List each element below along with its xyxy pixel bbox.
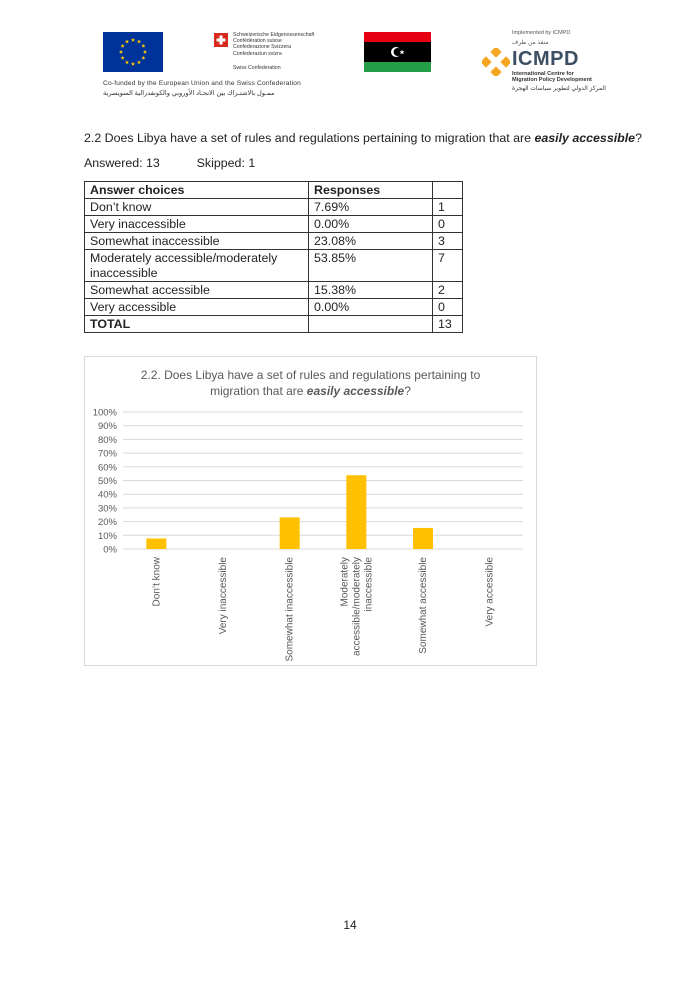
- x-tick-label: Moderatelyaccessible/moderatelyinaccessible: [339, 557, 375, 656]
- bar-chart: [84, 356, 537, 666]
- y-tick-label: 30%: [97, 503, 117, 515]
- x-tick-label: Very accessible: [484, 557, 496, 627]
- answered-count: Answered: 13: [84, 156, 160, 170]
- y-tick-label: 20%: [97, 517, 117, 529]
- cofunded-line: Co-funded by the European Union and the Swiss Confederation: [103, 80, 302, 87]
- x-tick-label: Somewhat inaccessible: [284, 557, 296, 662]
- bar: [146, 538, 166, 549]
- table-row: Moderately accessible/moderately inaccessible 53.85% 7: [85, 250, 463, 282]
- table-row: Don’t know 7.69% 1: [85, 199, 463, 216]
- y-tick-label: 50%: [97, 476, 117, 487]
- header-answer-choices: Answer choices: [85, 182, 309, 199]
- x-tick-label: Somewhat accessible: [418, 557, 429, 654]
- question-heading: 2.2 Does Libya have a set of rules and regulations pertaining to migration that are easily accessible?: [84, 131, 642, 145]
- icmpd-arabic-fullname: المركز الدولي لتطوير سياسات الهجرة: [512, 86, 606, 92]
- swiss-confederation-label: Swiss Confederation: [233, 65, 281, 71]
- swiss-lines: Schweizerische Eidgenossenschaft Confédération suisse Confederazione Svizzera Confederaziun svizra: [233, 32, 315, 57]
- table-row: Somewhat accessible 15.38% 2: [85, 282, 463, 299]
- y-tick-label: 60%: [97, 462, 117, 474]
- x-tick-label: Don’t know: [151, 557, 163, 607]
- y-tick-label: 40%: [97, 489, 117, 501]
- y-tick-label: 0%: [103, 544, 117, 556]
- libya-flag-logo: [364, 32, 431, 72]
- x-tick-label: Very inaccessible: [218, 557, 229, 635]
- table-row: Somewhat inaccessible 23.08% 3: [85, 233, 463, 250]
- total-label: TOTAL: [85, 316, 309, 333]
- response-summary: [84, 156, 255, 170]
- bar: [413, 528, 433, 549]
- table-total-row: [85, 316, 463, 333]
- icmpd-fullname: International Centre for Migration Policy Development: [512, 71, 592, 84]
- icmpd-wordmark: ICMPD: [512, 48, 579, 70]
- icmpd-implemented-label: Implemented by ICMPD: [512, 30, 571, 36]
- table-header-row: [85, 182, 463, 199]
- y-tick-label: 70%: [97, 448, 117, 460]
- total-count: 13: [433, 316, 463, 333]
- chart-plot: [85, 357, 536, 665]
- y-tick-label: 10%: [97, 530, 117, 542]
- cofunded-arabic-line: ممـول بالاشتـراك بين الاتحـاد الأوروبي والكونفدرالية السويسرية: [103, 90, 275, 97]
- chart-title: 2.2. Does Libya have a set of rules and regulations pertaining to migration that are easily accessible?: [140, 368, 481, 398]
- skipped-count: Skipped: 1: [196, 156, 256, 170]
- header-responses: Responses: [309, 182, 433, 199]
- swiss-cross-logo: [214, 33, 228, 47]
- bar: [280, 517, 300, 549]
- y-tick-label: 80%: [97, 434, 117, 446]
- y-tick-label: 100%: [92, 407, 117, 419]
- eu-flag-logo: [103, 32, 163, 72]
- table-row: Very accessible 0.00% 0: [85, 299, 463, 316]
- icmpd-arabic-label: منفذ من طرف: [512, 40, 549, 46]
- table-row: Very inaccessible 0.00% 0: [85, 216, 463, 233]
- page-number: 14: [343, 918, 357, 932]
- responses-table: [84, 181, 463, 333]
- header-count: [433, 182, 463, 199]
- bar: [346, 475, 366, 549]
- y-tick-label: 90%: [97, 421, 117, 433]
- icmpd-logo-mark: [482, 48, 510, 76]
